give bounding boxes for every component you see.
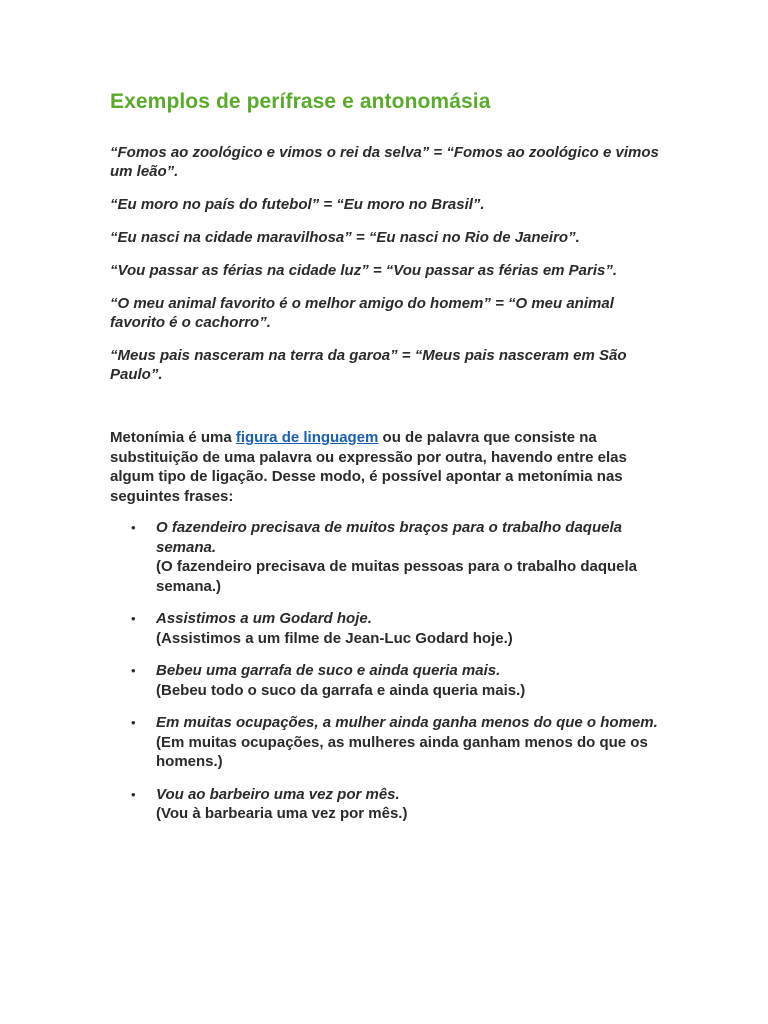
list-item [110,661,670,700]
intro-text-after-link: ou de palavra que consiste na substituição de uma palavra ou expressão por outra, havendo entre elas algum tipo de ligação. Desse modo, é possível apontar a metonímia nas seguintes frases: [110,429,627,505]
example-sentence: Vou ao barbeiro uma vez por mês. [156,785,400,803]
document-page [110,88,670,837]
example-paragraph: “Eu nasci na cidade maravilhosa” = “Eu nasci no Rio de Janeiro”. [110,229,580,246]
intro-paragraph [110,428,670,506]
example-paragraph: “Eu moro no país do futebol” = “Eu moro no Brasil”. [110,196,485,213]
figura-de-linguagem-link[interactable]: figura de linguagem [235,429,379,446]
example-sentence: O fazendeiro precisava de muitos braços para o trabalho daquela semana. [156,519,622,556]
example-explanation: (Bebeu todo o suco da garrafa e ainda queria mais.) [156,681,526,699]
bullet-icon: • [131,520,136,535]
examples-list [110,143,670,384]
example-paragraph: “O meu animal favorito é o melhor amigo do homem” = “O meu animal favorito é o cachorro”. [110,295,614,331]
example-paragraph: “Meus pais nasceram na terra da garoa” = “Meus pais nasceram em São Paulo”. [110,347,627,383]
example-explanation: (O fazendeiro precisava de muitas pessoas para o trabalho daquela semana.) [156,558,637,595]
example-paragraph: “Vou passar as férias na cidade luz” = “Vou passar as férias em Paris”. [110,262,618,279]
example-paragraph: “Fomos ao zoológico e vimos o rei da selva” = “Fomos ao zoológico e vimos um leão”. [110,144,659,180]
metonymy-examples-list [110,518,670,824]
example-explanation: (Assistimos a um filme de Jean-Luc Godard hoje.) [156,629,513,647]
bullet-icon: • [131,663,136,678]
example-explanation: (Vou à barbearia uma vez por mês.) [156,805,408,822]
metonymy-intro [110,428,670,506]
list-item [110,609,670,648]
list-item [110,518,670,596]
page-title: Exemplos de perífrase e antonomásia [110,90,491,113]
example-sentence: Assistimos a um Godard hoje. [156,610,372,627]
bullet-icon: • [131,786,136,802]
list-item [110,713,670,772]
bullet-icon: • [131,715,136,730]
example-sentence: Bebeu uma garrafa de suco e ainda queria mais. [156,662,501,679]
intro-text-before-link: Metonímia é uma [110,429,236,446]
bullet-icon: • [131,611,136,626]
example-sentence: Em muitas ocupações, a mulher ainda ganha menos do que o homem. [156,714,658,731]
example-explanation: (Em muitas ocupações, as mulheres ainda ganham menos do que os homens.) [156,733,648,770]
list-item [110,785,670,824]
